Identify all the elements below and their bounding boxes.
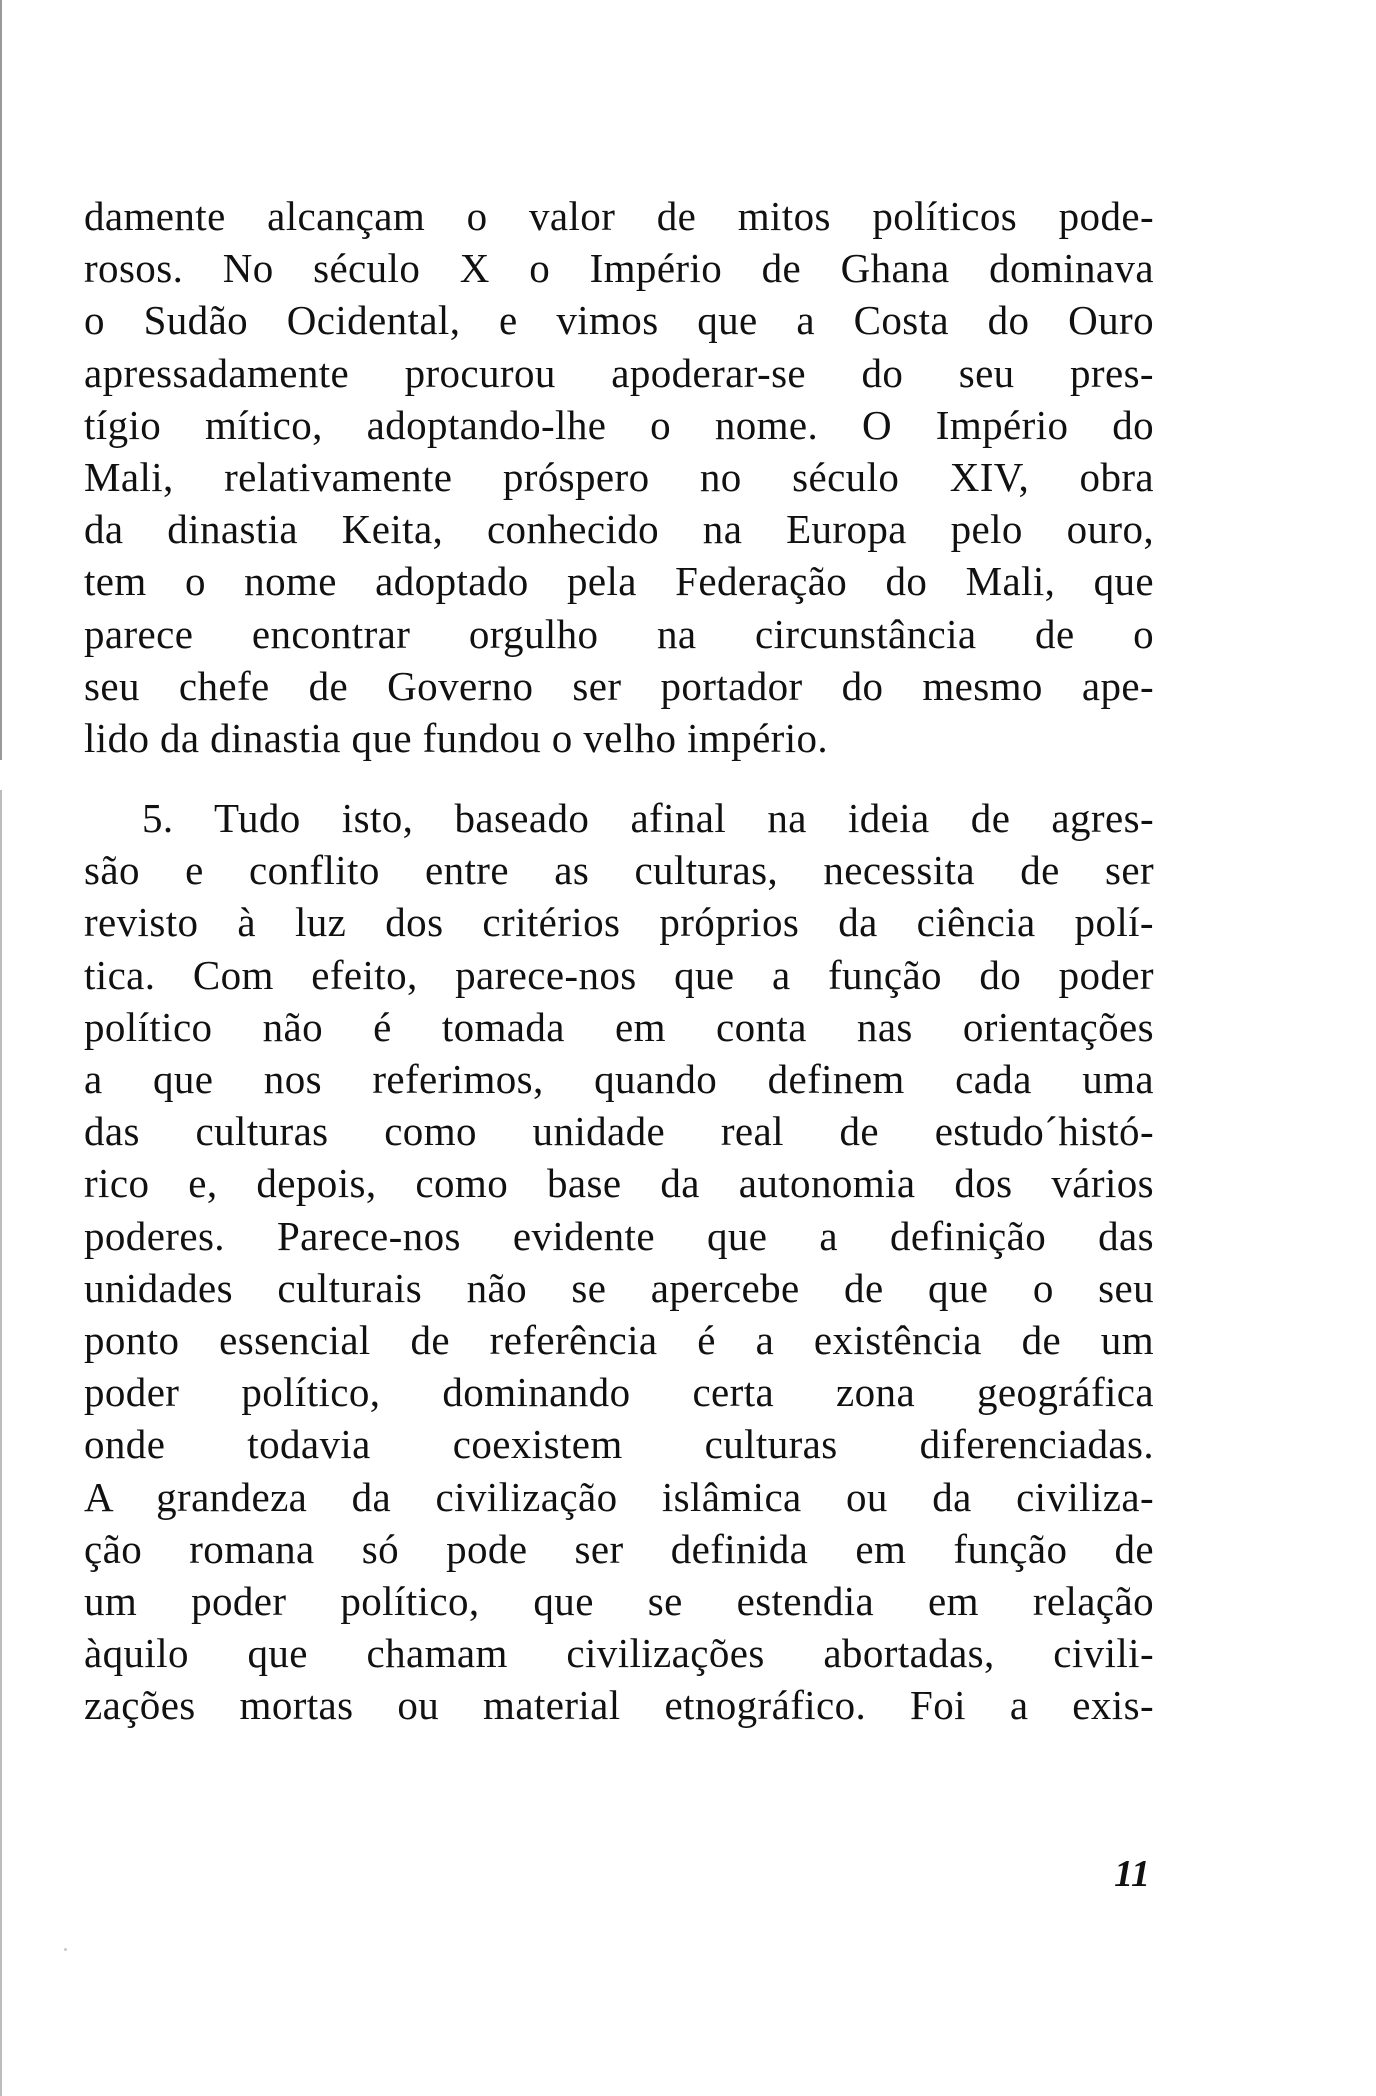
paragraph-1 bbox=[84, 190, 1154, 764]
text-line: poder político, dominando certa zona geográfica bbox=[84, 1369, 1154, 1416]
paragraph-spacer bbox=[84, 764, 1154, 792]
text-line: a que nos referimos, quando definem cada uma bbox=[84, 1056, 1154, 1102]
text-line: A grandeza da civilização islâmica ou da civiliza- bbox=[84, 1473, 1154, 1520]
paragraph-2 bbox=[84, 792, 1154, 1731]
text-line: 5. Tudo isto, baseado afinal na ideia de agres- bbox=[142, 795, 1154, 842]
text-line: rico e, depois, como base da autonomia dos vários bbox=[84, 1160, 1154, 1207]
text-line: da dinastia Keita, conhecido na Europa pelo ouro, bbox=[84, 506, 1154, 553]
text-line: rosos. No século X o Império de Ghana dominava bbox=[84, 245, 1154, 292]
text-line: unidades culturais não se apercebe de que o seu bbox=[84, 1264, 1154, 1311]
text-line: o Sudão Ocidental, e vimos que a Costa do Ouro bbox=[84, 297, 1154, 344]
text-line: apressadamente procurou apoderar-se do seu pres- bbox=[84, 349, 1154, 396]
page-number: 11 bbox=[1114, 1853, 1150, 1895]
text-line: onde todavia coexistem culturas diferenciadas. bbox=[84, 1421, 1154, 1468]
text-line: são e conflito entre as culturas, necessita de ser bbox=[84, 847, 1154, 894]
text-line: um poder político, que se estendia em relação bbox=[84, 1577, 1154, 1624]
text-line: poderes. Parece-nos evidente que a definição das bbox=[84, 1212, 1154, 1259]
text-line: ponto essencial de referência é a existência de um bbox=[84, 1316, 1154, 1363]
paper-speck bbox=[64, 1948, 67, 1951]
text-line: parece encontrar orgulho na circunstância de o bbox=[84, 610, 1154, 657]
text-line: lido da dinastia que fundou o velho império. bbox=[84, 714, 829, 761]
text-line: revisto à luz dos critérios próprios da ciência polí- bbox=[84, 899, 1154, 946]
page-edge-shadow-top bbox=[0, 0, 2, 760]
text-line: tem o nome adoptado pela Federação do Mali, que bbox=[84, 558, 1154, 605]
body-text bbox=[84, 190, 1154, 1731]
text-line: Mali, relativamente próspero no século XIV, obra bbox=[84, 453, 1154, 500]
text-line: político não é tomada em conta nas orientações bbox=[84, 1003, 1154, 1050]
text-line: das culturas como unidade real de estudo´histó- bbox=[84, 1108, 1154, 1155]
page-edge-shadow-bottom bbox=[0, 790, 2, 2096]
text-line: àquilo que chamam civilizações abortadas, civili- bbox=[84, 1630, 1154, 1677]
text-line: ção romana só pode ser definida em função de bbox=[84, 1525, 1154, 1572]
text-line: tica. Com efeito, parece-nos que a função do poder bbox=[84, 951, 1154, 998]
text-line: tígio mítico, adoptando-lhe o nome. O Império do bbox=[84, 401, 1154, 448]
text-line: zações mortas ou material etnográfico. Foi a exis- bbox=[84, 1682, 1154, 1729]
text-line: damente alcançam o valor de mitos políticos pode- bbox=[84, 193, 1154, 239]
text-line: seu chefe de Governo ser portador do mesmo ape- bbox=[84, 662, 1154, 709]
